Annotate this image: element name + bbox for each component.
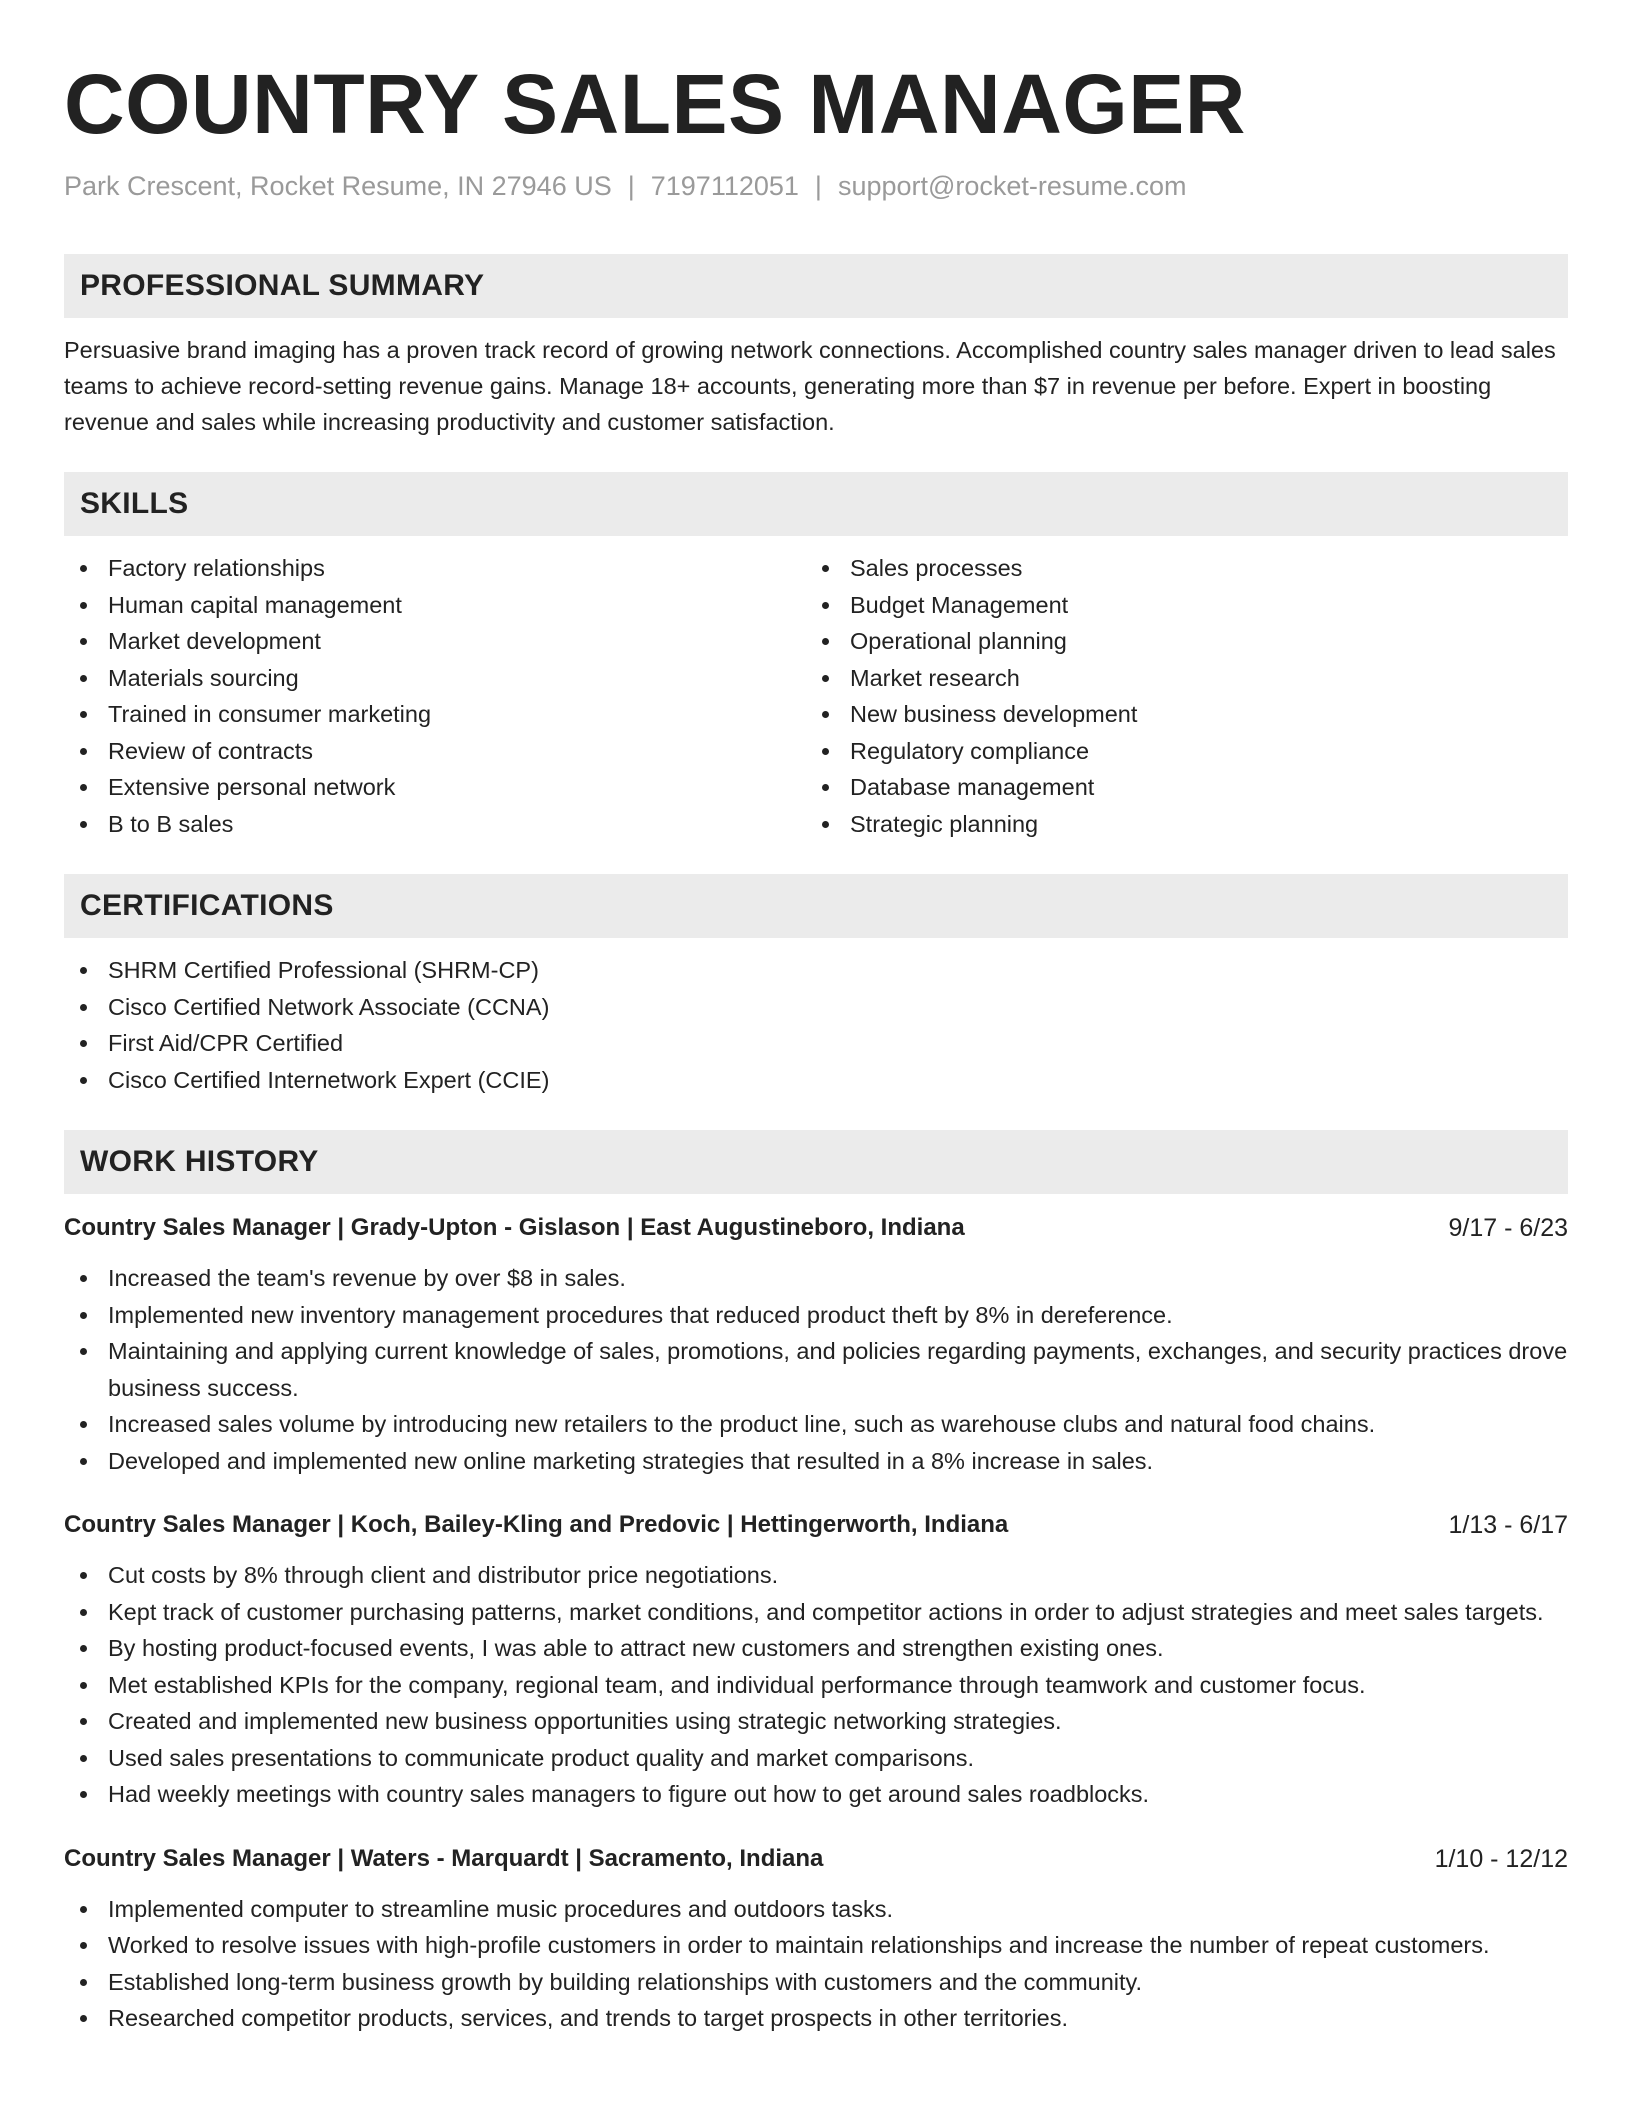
contact-separator: | xyxy=(814,171,822,201)
skill-item: Factory relationships xyxy=(64,550,806,587)
resume-page xyxy=(64,56,1568,2037)
job-bullet: Had weekly meetings with country sales managers to figure out how to get around sales roadblocks. xyxy=(64,1776,1568,1813)
skill-item: New business development xyxy=(806,696,1548,733)
job-title: Country Sales Manager | Grady-Upton - Gislason | East Augustineboro, Indiana xyxy=(64,1214,965,1241)
job-bullet: Worked to resolve issues with high-profile customers in order to maintain relationships and increase the number of repeat customers. xyxy=(64,1927,1568,1964)
contact-address: Park Crescent, Rocket Resume, IN 27946 US xyxy=(64,171,612,201)
job-bullet: Maintaining and applying current knowledge of sales, promotions, and policies regarding payments, exchanges, and security practices drove business success. xyxy=(64,1333,1568,1406)
section-header-work-history: WORK HISTORY xyxy=(64,1130,1568,1194)
job-header xyxy=(64,1210,1568,1246)
summary-text: Persuasive brand imaging has a proven track record of growing network connections. Accomplished country sales manager driven to lead sales teams to achieve record-setting revenue gains. Manage 18+ accounts, generating more than $7 in revenue per before. Expert in boosting revenue and sales while increasing productivity and customer satisfaction. xyxy=(64,337,1556,435)
certification-item: Cisco Certified Network Associate (CCNA) xyxy=(64,989,1568,1026)
job-entry xyxy=(64,1210,1568,1479)
skills-column-right xyxy=(806,550,1548,842)
job-bullet: Cut costs by 8% through client and distributor price negotiations. xyxy=(64,1557,1568,1594)
certification-item: First Aid/CPR Certified xyxy=(64,1025,1568,1062)
skill-item: Market development xyxy=(64,623,806,660)
job-bullet: Created and implemented new business opportunities using strategic networking strategies. xyxy=(64,1703,1568,1740)
job-header xyxy=(64,1841,1568,1877)
section-header-skills: SKILLS xyxy=(64,472,1568,536)
contact-phone: 7197112051 xyxy=(650,171,799,201)
skill-item: Regulatory compliance xyxy=(806,733,1548,770)
skill-item: Sales processes xyxy=(806,550,1548,587)
skill-item: Operational planning xyxy=(806,623,1548,660)
job-title: Country Sales Manager | Waters - Marquardt | Sacramento, Indiana xyxy=(64,1844,824,1872)
job-entry xyxy=(64,1507,1568,1813)
job-bullet: Developed and implemented new online marketing strategies that resulted in a 8% increase in sales. xyxy=(64,1443,1568,1480)
job-bullets xyxy=(64,1557,1568,1813)
job-bullet: Established long-term business growth by building relationships with customers and the community. xyxy=(64,1964,1568,2001)
job-dates: 1/13 - 6/17 xyxy=(1448,1511,1568,1539)
skill-item: Human capital management xyxy=(64,587,806,624)
skill-item: Trained in consumer marketing xyxy=(64,696,806,733)
skill-item: Materials sourcing xyxy=(64,660,806,697)
job-bullet: Implemented new inventory management procedures that reduced product theft by 8% in dereference. xyxy=(64,1297,1568,1334)
skill-item: Strategic planning xyxy=(806,806,1548,843)
skills-list xyxy=(64,550,1568,842)
job-bullet: Met established KPIs for the company, regional team, and individual performance through teamwork and customer focus. xyxy=(64,1667,1568,1704)
section-header-summary: PROFESSIONAL SUMMARY xyxy=(64,254,1568,318)
skill-item: Review of contracts xyxy=(64,733,806,770)
job-bullet: Increased the team's revenue by over $8 in sales. xyxy=(64,1260,1568,1297)
job-bullet: Increased sales volume by introducing new retailers to the product line, such as warehouse clubs and natural food chains. xyxy=(64,1406,1568,1443)
job-bullet: Researched competitor products, services, and trends to target prospects in other territories. xyxy=(64,2000,1568,2037)
job-bullet: By hosting product-focused events, I was able to attract new customers and strengthen existing ones. xyxy=(64,1630,1568,1667)
job-bullets xyxy=(64,1260,1568,1479)
job-dates: 1/10 - 12/12 xyxy=(1434,1844,1568,1873)
certifications-list xyxy=(64,952,1568,1098)
skill-item: B to B sales xyxy=(64,806,806,843)
skills-column-left xyxy=(64,550,806,842)
certification-item: SHRM Certified Professional (SHRM-CP) xyxy=(64,952,1568,989)
job-dates: 9/17 - 6/23 xyxy=(1448,1214,1568,1242)
skill-item: Database management xyxy=(806,769,1548,806)
resume-title: COUNTRY SALES MANAGER xyxy=(64,57,1246,151)
job-entry xyxy=(64,1841,1568,2037)
work-history-list xyxy=(64,1210,1568,2037)
skill-item: Extensive personal network xyxy=(64,769,806,806)
skill-item: Market research xyxy=(806,660,1548,697)
skill-item: Budget Management xyxy=(806,587,1548,624)
job-header xyxy=(64,1507,1568,1543)
contact-line xyxy=(64,168,1568,204)
job-bullet: Used sales presentations to communicate product quality and market comparisons. xyxy=(64,1740,1568,1777)
certification-item: Cisco Certified Internetwork Expert (CCIE) xyxy=(64,1062,1568,1099)
contact-email: support@rocket-resume.com xyxy=(837,171,1187,201)
contact-separator: | xyxy=(627,171,635,201)
job-bullet: Kept track of customer purchasing patterns, market conditions, and competitor actions in order to adjust strategies and meet sales targets. xyxy=(64,1594,1568,1631)
section-header-certifications: CERTIFICATIONS xyxy=(64,874,1568,938)
job-bullet: Implemented computer to streamline music procedures and outdoors tasks. xyxy=(64,1891,1568,1928)
job-title: Country Sales Manager | Koch, Bailey-Kling and Predovic | Hettingerworth, Indiana xyxy=(64,1511,1009,1538)
job-bullets xyxy=(64,1891,1568,2037)
